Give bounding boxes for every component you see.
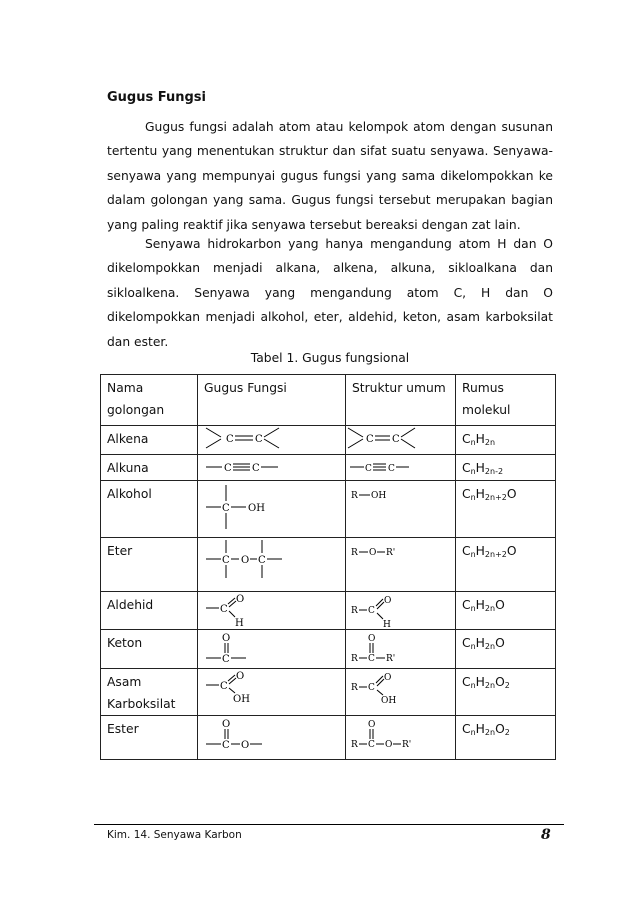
row-name: Alkuna: [101, 455, 198, 481]
atom-label: C: [368, 683, 375, 693]
paragraph-classes: Senyawa hidrokarbon yang hanya mengandung atom H dan O dikelompokkan menjadi alkana, alkena, alkuna, sikloalkana dan sikloalkena. Senyawa yang mengandung atom C, H dan O dikelompokkan menjadi alkohol, eter, aldehid, keton, asam karboksilat dan ester.: [107, 237, 553, 349]
aldehyde-general-diagram: [346, 592, 456, 629]
general-structure: [346, 455, 456, 481]
alkyne-group-diagram: [198, 455, 346, 480]
atom-label: O: [222, 719, 231, 730]
atom-label: C: [224, 463, 232, 474]
row-formula: $C_nH_{2n}O_2$: [456, 669, 556, 716]
alkene-group-diagram: [198, 426, 346, 454]
group-structure: [198, 455, 346, 481]
table-header-row: [101, 375, 556, 426]
atom-label: R: [351, 606, 358, 616]
alkyne-general-diagram: [346, 455, 456, 480]
row-formula: $C_nH_{2n-2}$: [456, 455, 556, 481]
atom-label: C: [222, 555, 230, 566]
atom-label: C: [222, 740, 230, 751]
ester-general-diagram: [346, 716, 456, 759]
atom-label: R': [386, 548, 396, 558]
ketone-general-diagram: [346, 630, 456, 668]
row-formula: $C_nH_{2n}O_2$: [456, 716, 556, 760]
row-formula: $C_nH_{2n}O$: [456, 630, 556, 669]
table-row: [101, 716, 556, 760]
atom-label: C: [226, 434, 234, 445]
table-row: [101, 455, 556, 481]
atom-label: O: [236, 594, 245, 605]
aldehyde-group-diagram: [198, 592, 346, 629]
atom-label: C: [368, 606, 375, 616]
table-row: [101, 630, 556, 669]
group-structure: [198, 481, 346, 538]
row-formula: $C_nH_{2n+2}O$: [456, 538, 556, 592]
row-formula: $C_nH_{2n}O$: [456, 592, 556, 630]
hydroxyl-label: OH: [381, 696, 397, 706]
header-name: Nama golongan: [101, 375, 198, 426]
carboxylic-acid-group-diagram: [198, 669, 346, 712]
row-name: Ester: [101, 716, 198, 760]
row-name: Keton: [101, 630, 198, 669]
table-row: [101, 592, 556, 630]
atom-label: R: [351, 683, 358, 693]
hydroxyl-label: OH: [248, 503, 265, 514]
atom-label: C: [392, 434, 400, 445]
atom-label: R': [386, 654, 396, 664]
hydroxyl-label: OH: [233, 694, 250, 705]
group-structure: [198, 630, 346, 669]
general-structure: [346, 630, 456, 669]
row-formula: $C_nH_{2n+2}O$: [456, 481, 556, 538]
row-formula: $C_nH_{2n}$: [456, 426, 556, 455]
atom-label: C: [220, 604, 228, 615]
header-group: Gugus Fungsi: [198, 375, 346, 426]
general-structure: [346, 538, 456, 592]
table-row: [101, 538, 556, 592]
atom-label: C: [365, 464, 372, 474]
paragraph-intro: Gugus fungsi adalah atom atau kelompok atom dengan susunan tertentu yang menentukan struktur dan sifat suatu senyawa. Senyawa-senyawa yang mempunyai gugus fungsi yang sama dikelompokkan ke dalam golongan yang sama. Gugus fungsi tersebut merupakan bagian yang paling reaktif jika senyawa tersebut bereaksi dengan zat lain.: [107, 120, 553, 232]
row-name: Alkena: [101, 426, 198, 455]
row-name: Eter: [101, 538, 198, 592]
page-number: 8: [541, 827, 551, 843]
atom-label: C: [388, 464, 395, 474]
row-name: Alkohol: [101, 481, 198, 538]
atom-label: O: [241, 555, 250, 566]
atom-label: C: [220, 681, 228, 692]
group-structure: [198, 592, 346, 630]
ether-general-diagram: [346, 538, 456, 591]
footer-rule: [94, 824, 564, 825]
alcohol-general-diagram: [346, 481, 456, 537]
atom-label: R: [351, 491, 358, 501]
general-structure: [346, 669, 456, 716]
ketone-group-diagram: [198, 630, 346, 668]
atom-label: R: [351, 740, 358, 750]
atom-label: C: [368, 740, 375, 750]
atom-label: H: [235, 618, 244, 629]
group-structure: [198, 669, 346, 716]
ether-group-diagram: [198, 538, 346, 591]
atom-label: O: [385, 740, 393, 750]
general-structure: [346, 481, 456, 538]
table-caption: Tabel 1. Gugus fungsional: [250, 351, 410, 365]
alcohol-group-diagram: [198, 481, 346, 537]
atom-label: R': [402, 740, 412, 750]
general-structure: [346, 592, 456, 630]
table-row: [101, 481, 556, 538]
general-structure: [346, 716, 456, 760]
row-name: Asam Karboksilat: [101, 669, 198, 716]
group-structure: [198, 716, 346, 760]
atom-label: O: [368, 720, 376, 730]
header-formula: Rumus molekul: [456, 375, 556, 426]
atom-label: C: [255, 434, 263, 445]
general-structure: [346, 426, 456, 455]
atom-label: C: [368, 654, 375, 664]
functional-group-table: [100, 374, 556, 760]
atom-label: C: [252, 463, 260, 474]
atom-label: C: [366, 434, 374, 445]
header-structure: Struktur umum: [346, 375, 456, 426]
atom-label: H: [383, 620, 391, 629]
ester-group-diagram: [198, 716, 346, 759]
atom-label: O: [241, 740, 250, 751]
group-structure: [198, 426, 346, 455]
atom-label: O: [222, 633, 231, 644]
table-row: [101, 669, 556, 716]
atom-label: O: [384, 673, 392, 683]
atom-label: R: [351, 548, 358, 558]
atom-label: O: [369, 548, 377, 558]
atom-label: R: [351, 654, 358, 664]
atom-label: O: [236, 671, 245, 682]
hydroxyl-label: OH: [371, 491, 387, 501]
atom-label: C: [258, 555, 266, 566]
atom-label: C: [222, 503, 230, 514]
section-heading: Gugus Fungsi: [107, 90, 206, 105]
alkene-general-diagram: [346, 426, 456, 454]
carboxylic-acid-general-diagram: [346, 669, 456, 712]
atom-label: O: [368, 634, 376, 644]
footer-chapter: Kim. 14. Senyawa Karbon: [107, 829, 242, 841]
atom-label: C: [222, 654, 230, 665]
row-name: Aldehid: [101, 592, 198, 630]
table-row: [101, 426, 556, 455]
atom-label: O: [384, 596, 392, 606]
group-structure: [198, 538, 346, 592]
